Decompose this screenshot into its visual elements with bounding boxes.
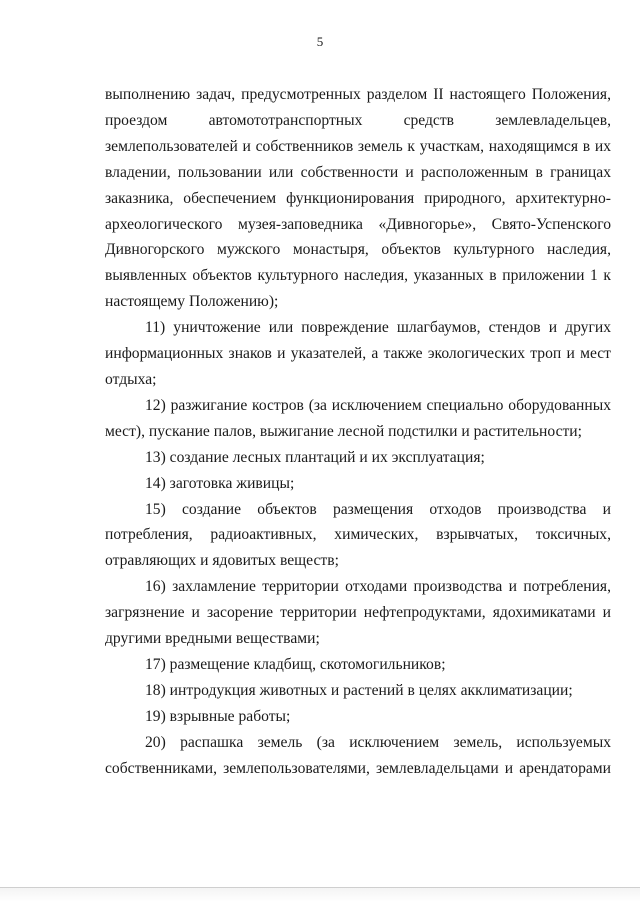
list-item-18: 18) интродукция животных и растений в целях акклиматизации; bbox=[145, 681, 573, 699]
paragraph-continuation: выполнению задач, предусмотренных разделом II настоящего Положения, проездом автомототранспортных средств землевладельцев, землепользователей и собственников земель к участкам, находящимся в их владении, пользовании или собственности и расположенным в границах заказника, обеспечением функционирования природного, архитектурно-археологического музея-заповедника «Дивногорье», Свято-Успенского Дивногорского мужского монастыря, объектов культурного наследия, выявленных объектов культурного наследия, указанных в приложении 1 к настоящему Положению); bbox=[105, 86, 611, 311]
page-number: 5 bbox=[316, 34, 324, 49]
list-item-17: 17) размещение кладбищ, скотомогильников; bbox=[145, 655, 446, 673]
list-item-15: 15) создание объектов размещения отходов производства и потребления, радиоактивных, химических, взрывчатых, токсичных, отравляющих и ядовитых веществ; bbox=[105, 500, 611, 570]
list-item-19: 19) взрывные работы; bbox=[145, 707, 291, 725]
list-item-12: 12) разжигание костров (за исключением специально оборудованных мест), пускание палов, выжигание лесной подстилки и растительности; bbox=[105, 396, 611, 440]
list-item-13: 13) создание лесных плантаций и их эксплуатация; bbox=[145, 448, 485, 466]
list-item-20: 20) распашка земель (за исключением земель, используемых собственниками, землепользователями, землевладельцами и арендаторами bbox=[105, 733, 611, 777]
list-item-11: 11) уничтожение или повреждение шлагбаумов, стендов и других информационных знаков и указателей, а также экологических троп и мест отдыха; bbox=[105, 319, 611, 388]
list-item-14: 14) заготовка живицы; bbox=[145, 474, 295, 492]
list-item-16: 16) захламление территории отходами производства и потребления, загрязнение и засорение территории нефтепродуктами, ядохимикатами и другими вредными веществами; bbox=[105, 578, 611, 648]
scan-edge-shade bbox=[0, 888, 640, 902]
document-body bbox=[105, 82, 611, 781]
